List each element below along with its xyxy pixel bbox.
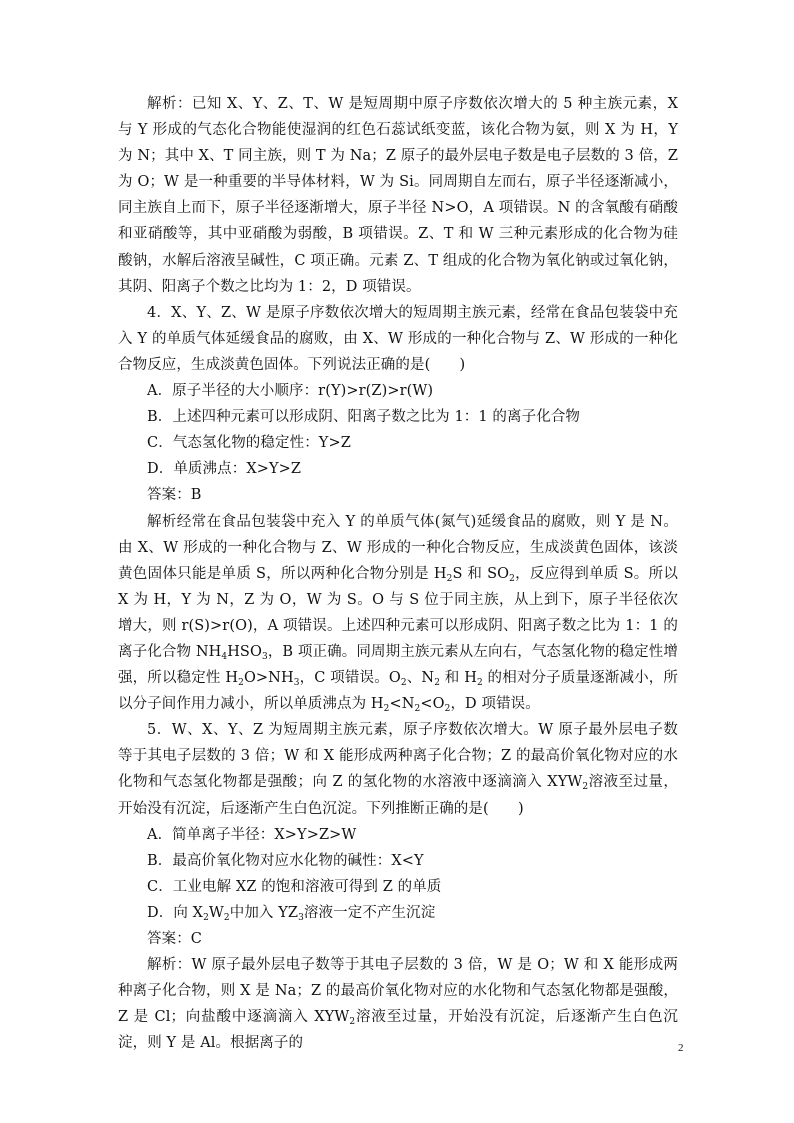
text-run: 解析经常在食品包装袋中充入 Y 的单质气体(氮气)延缓食品的腐败，则 Y 是 N。由 X、W 形成的一种化合物与 Z、W 形成的一种化合物反应，生成淡黄色固体，该淡黄色固体只能是单质 S，所以两种化合物分别是 H — [118, 513, 678, 582]
subscript: 2 — [446, 573, 453, 584]
text-run: HSO — [227, 643, 262, 660]
text-run: <O — [420, 696, 445, 713]
text-run: 溶液至过量，开始没有沉淀，后逐渐产生白色沉淀。下列推断正确的是( ) — [118, 774, 678, 817]
option-line — [118, 900, 678, 926]
analysis-paragraph — [118, 952, 678, 1056]
text-run: 解析：已知 X、Y、Z、T、W 是短周期中原子序数依次增大的 5 种主族元素，X 与 Y 形成的气态化合物能使湿润的红色石蕊试纸变蓝，该化合物为氨，则 X 为 H，Y 为 N；其中 X、T 同主族，则 T 为 Na；Z 原子的最外层电子数是电子层数的 3 倍，Z 为 O；W 是一种重要的半导体材料，W 为 Si。同周期自左而右，原子半径逐渐减小，同主族自上而下，原子半径逐渐增大，原子半径 N>O，A 项错误。N 的含氧酸有硝酸和亚硝酸等，其中亚硝酸为弱酸，B 项错误。Z、T 和 W 三种元素形成的化合物为硅酸钠，水解后溶液呈碱性，C 项正确。元素 Z、T 组成的化合物为氧化钠或过氧化钠，其阴、阳离子个数之比均为 1：2，D 项错误。 — [118, 96, 678, 295]
text-run: 、N — [406, 670, 435, 687]
subscript: 4 — [221, 651, 228, 662]
subscript: 2 — [414, 704, 421, 715]
text-run: ，C 项错误。O — [299, 670, 401, 687]
subscript: 2 — [400, 678, 407, 689]
subscript: 2 — [203, 912, 209, 923]
text-run: ，D 项错误。 — [450, 696, 540, 713]
subscript: 2 — [223, 912, 230, 923]
subscript: 3 — [261, 651, 268, 662]
option-line — [118, 848, 678, 874]
text-run: 的相对分子质量逐渐减小，所以分子间作用力减小，所以单质沸点为 H — [118, 670, 679, 713]
text-run: B．上述四种元素可以形成阴、阳离子数之比为 1：1 的离子化合物 — [147, 409, 581, 426]
subscript: 2 — [509, 573, 515, 584]
text-run: 答案：C — [147, 931, 202, 947]
text-run: ，反应得到单质 S。所以 X 为 H，Y 为 N，Z 为 O，W 为 S。O 与 S 位于同主族，从上到下，原子半径依次增大，则 r(S)>r(O)，A 项错误。上述四种元素可以形成阴、阳离子数之比为 1：1 的离子化合物 NH — [118, 565, 678, 660]
option-line — [118, 926, 678, 952]
text-run: 5．W、X、Y、Z 为短周期主族元素，原子序数依次增大。W 原子最外层电子数等于其电子层数的 3 倍；W 和 X 能形成两种离子化合物；Z 的最高价氧化物对应的水化物和气态氢化物都是强酸；向 Z 的氢化物的水溶液中逐滴滴入 XYW — [118, 722, 678, 791]
subscript: 3 — [298, 912, 304, 923]
subscript: 2 — [383, 704, 390, 715]
text-run: ，B 项正确。同周期主族元素从左向右，气态氢化物的稳定性增强，所以稳定性 H — [118, 643, 678, 687]
text-run: C．工业电解 XZ 的饱和溶液可得到 Z 的单质 — [147, 878, 442, 895]
text-run: 和 H — [440, 670, 477, 687]
option-line — [118, 378, 678, 404]
text-run: W — [208, 904, 224, 921]
subscript: 2 — [444, 704, 451, 715]
text-run: O>NH — [243, 670, 294, 687]
text-run: 4．X、Y、Z、W 是原子序数依次增大的短周期主族元素，经常在食品包装袋中充入 Y 的单质气体延缓食品的腐败，由 X、W 形成的一种化合物与 Z、W 形成的一种化合物反应，生成淡黄色固体。下列说法正确的是( ) — [118, 304, 678, 373]
text-run: 中加入 YZ — [229, 904, 299, 921]
text-run: S 和 SO — [452, 565, 510, 582]
subscript: 3 — [293, 678, 300, 689]
text-run: 解析：W 原子最外层电子数等于其电子层数的 3 倍，W 是 O；W 和 X 能形成两种离子化合物，则 X 是 Na；Z 的最高价氧化物对应的水化物和气态氢化物都是强酸，Z 是 Cl；向盐酸中逐滴滴入 XYW — [118, 957, 678, 1026]
text-run: 溶液至过量，开始没有沉淀，后逐渐产生白色沉淀，则 Y 是 Al。根据离子的 — [118, 1009, 678, 1052]
text-run: D．单质沸点：X>Y>Z — [147, 461, 302, 478]
option-line — [118, 456, 678, 482]
subscript: 2 — [238, 678, 244, 689]
text-run: A．简单离子半径：X>Y>Z>W — [147, 826, 357, 843]
analysis-paragraph — [118, 91, 678, 300]
option-line — [118, 482, 678, 508]
text-run: 答案：B — [147, 487, 202, 504]
subscript: 2 — [582, 782, 589, 793]
option-line — [118, 822, 678, 848]
question-paragraph — [118, 717, 678, 821]
text-run: C．气态氢化物的稳定性：Y>Z — [147, 435, 351, 452]
question-paragraph — [118, 300, 678, 378]
page-number: 2 — [678, 1042, 684, 1054]
option-line — [118, 430, 678, 456]
text-run: B．最高价氧化物对应水化物的碱性：X<Y — [147, 852, 424, 869]
text-run: D．向 X — [147, 904, 204, 921]
subscript: 2 — [349, 1017, 356, 1028]
text-run: A．原子半径的大小顺序：r(Y)>r(Z)>r(W) — [147, 383, 434, 400]
option-line — [118, 404, 678, 430]
option-line — [118, 874, 678, 900]
subscript: 2 — [434, 678, 441, 689]
page-body — [118, 91, 678, 1056]
text-run: <N — [389, 696, 415, 713]
text-run: 溶液一定不产生沉淀 — [303, 904, 436, 921]
subscript: 2 — [476, 678, 483, 689]
analysis-paragraph — [118, 509, 678, 718]
